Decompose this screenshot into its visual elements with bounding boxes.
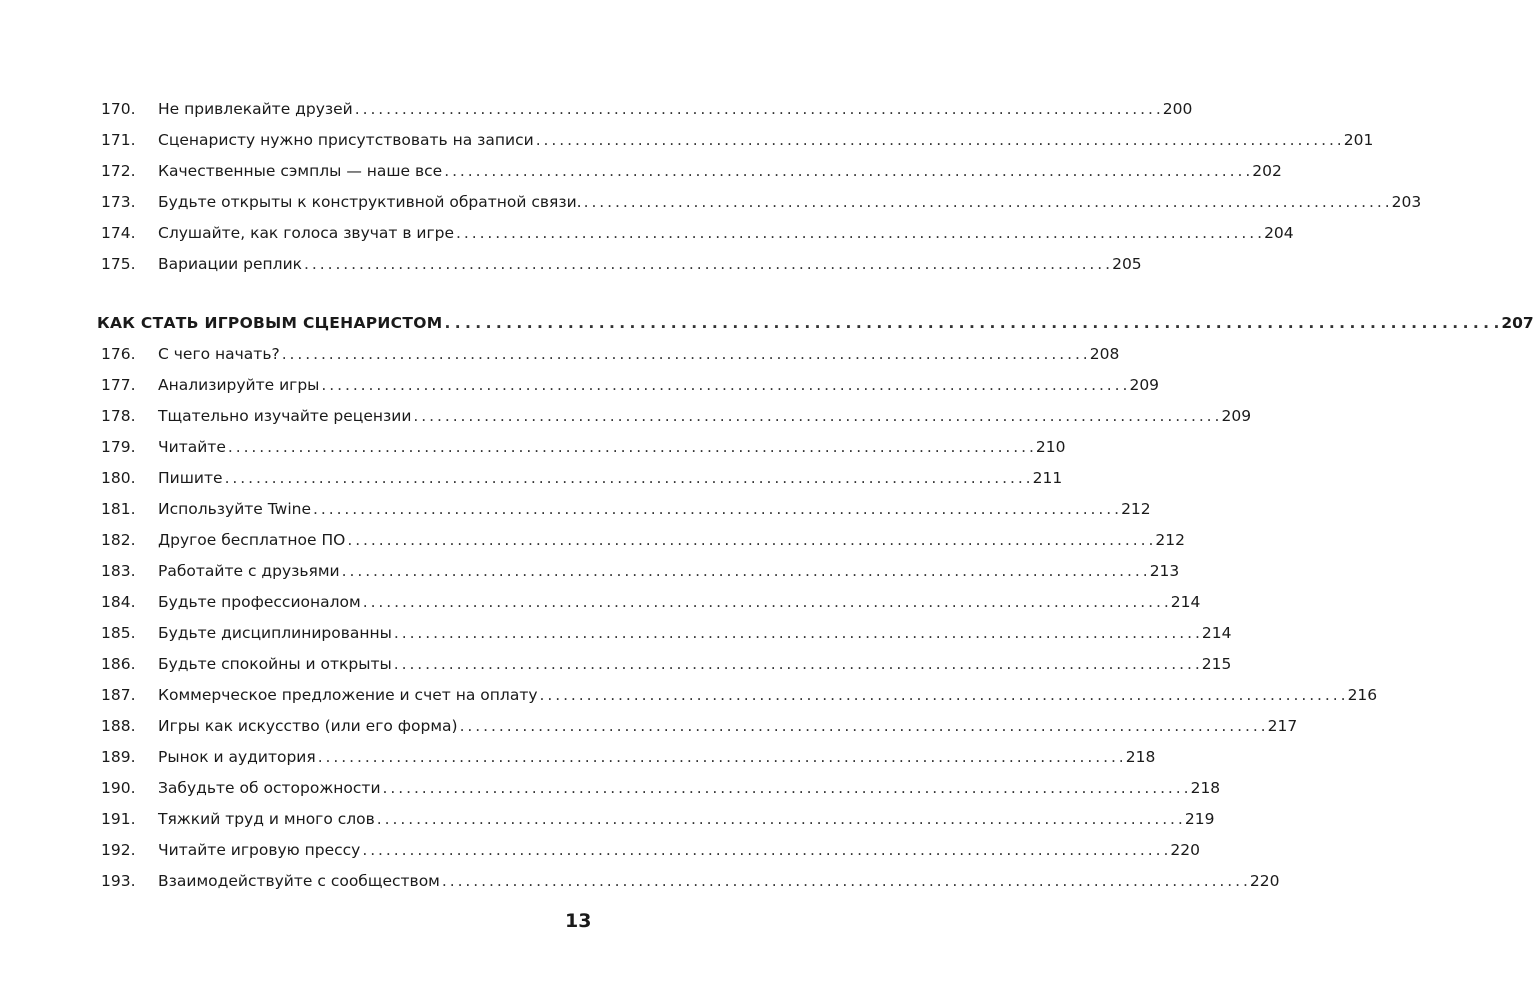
entry-page: 204	[1264, 224, 1294, 242]
dot-leader	[225, 463, 1031, 494]
toc-entry	[97, 804, 1215, 835]
table-of-contents	[97, 94, 1534, 897]
entry-title: Тяжкий труд и много слов	[158, 810, 375, 828]
entry-number: 182.	[101, 531, 136, 549]
toc-list-part2	[97, 339, 1378, 897]
entry-page: 208	[1089, 345, 1120, 363]
entry-number: 180.	[101, 469, 136, 487]
section-heading	[97, 307, 1534, 339]
entry-page: 209	[1221, 407, 1252, 425]
toc-entry	[97, 680, 1378, 711]
toc-entry	[97, 525, 1185, 556]
entry-page: 205	[1112, 255, 1142, 273]
entry-title: Работайте с друзьями	[158, 562, 340, 580]
toc-entry	[97, 711, 1298, 742]
toc-entry	[97, 249, 1142, 280]
entry-title: Не привлекайте друзей	[158, 100, 353, 118]
toc-entry	[97, 218, 1294, 249]
toc-entry	[97, 587, 1201, 618]
dot-leader	[228, 432, 1034, 463]
entry-page: 214	[1170, 593, 1201, 611]
dot-leader	[362, 835, 1168, 866]
toc-entry	[97, 494, 1151, 525]
toc-entry	[97, 94, 1193, 125]
entry-number: 181.	[101, 500, 136, 518]
toc-entry	[97, 339, 1120, 370]
dot-leader	[584, 187, 1390, 218]
entry-page: 201	[1343, 131, 1374, 149]
entry-title: Вариации реплик	[158, 255, 303, 273]
entry-number: 177.	[101, 376, 136, 394]
entry-number: 175.	[101, 255, 136, 273]
entry-number: 171.	[101, 131, 136, 149]
entry-title: Игры как искусство (или его форма)	[158, 717, 458, 735]
dot-leader	[442, 866, 1248, 897]
entry-title: Слушайте, как голоса звучат в игре	[158, 224, 455, 242]
entry-page: 212	[1121, 500, 1151, 518]
dot-leader	[282, 339, 1088, 370]
toc-entry	[97, 556, 1180, 587]
dot-leader	[444, 156, 1250, 187]
dot-leader	[363, 587, 1169, 618]
entry-title: Взаимодействуйте с сообществом	[158, 872, 440, 890]
entry-title: Сценаристу нужно присутствовать на записи	[158, 131, 534, 149]
entry-title: Будьте дисциплинированны	[158, 624, 392, 642]
entry-title: Будьте спокойны и открыты	[158, 655, 392, 673]
entry-number: 189.	[101, 748, 136, 766]
toc-entry	[97, 618, 1232, 649]
entry-title: Другое бесплатное ПО	[158, 531, 346, 549]
entry-page: 211	[1032, 469, 1063, 487]
entry-title: Используйте Twine	[158, 500, 312, 518]
dot-leader	[460, 711, 1266, 742]
toc-entry	[97, 742, 1156, 773]
entry-number: 192.	[101, 841, 136, 859]
entry-title: Читайте игровую прессу	[158, 841, 361, 859]
dot-leader	[321, 370, 1127, 401]
toc-entry	[97, 156, 1282, 187]
entry-number: 188.	[101, 717, 136, 735]
entry-title: Анализируйте игры	[158, 376, 320, 394]
dot-leader	[355, 94, 1161, 125]
entry-page: 212	[1155, 531, 1185, 549]
entry-page: 210	[1035, 438, 1066, 456]
dot-leader	[536, 125, 1342, 156]
entry-page: 220	[1170, 841, 1200, 859]
entry-number: 183.	[101, 562, 136, 580]
entry-title: Забудьте об осторожности	[158, 779, 381, 797]
entry-title: Будьте профессионалом	[158, 593, 361, 611]
entry-page: 220	[1249, 872, 1280, 890]
entry-number: 179.	[101, 438, 136, 456]
toc-entry	[97, 866, 1280, 897]
dot-leader	[456, 218, 1262, 249]
page-number: 13	[565, 910, 592, 932]
entry-page: 217	[1267, 717, 1298, 735]
entry-page: 200	[1162, 100, 1193, 118]
entry-number: 172.	[101, 162, 136, 180]
entry-page: 218	[1190, 779, 1221, 797]
entry-title: Тщательно изучайте рецензии	[158, 407, 412, 425]
toc-entry	[97, 649, 1232, 680]
dot-leader	[394, 649, 1200, 680]
entry-page: 216	[1347, 686, 1378, 704]
entry-title: Читайте	[158, 438, 226, 456]
entry-number: 193.	[101, 872, 136, 890]
entry-number: 174.	[101, 224, 136, 242]
toc-entry	[97, 125, 1374, 156]
dot-leader	[394, 618, 1200, 649]
dot-leader	[377, 804, 1183, 835]
toc-entry	[97, 187, 1422, 218]
dot-leader	[318, 742, 1124, 773]
entry-number: 178.	[101, 407, 136, 425]
dot-leader	[413, 401, 1219, 432]
entry-number: 176.	[101, 345, 136, 363]
dot-leader	[342, 556, 1148, 587]
entry-title: Коммерческое предложение и счет на оплату	[158, 686, 538, 704]
entry-page: 219	[1184, 810, 1215, 828]
entry-page: 214	[1201, 624, 1232, 642]
entry-number: 184.	[101, 593, 136, 611]
toc-entry	[97, 401, 1252, 432]
entry-title: Будьте открыты к конструктивной обратной связи.	[158, 193, 582, 211]
dot-leader	[313, 494, 1119, 525]
entry-title: С чего начать?	[158, 345, 280, 363]
entry-number: 170.	[101, 100, 136, 118]
entry-number: 173.	[101, 193, 136, 211]
entry-page: 209	[1129, 376, 1160, 394]
dot-leader	[540, 680, 1346, 711]
dot-leader	[383, 773, 1189, 804]
entry-number: 190.	[101, 779, 136, 797]
toc-list-part1	[97, 94, 1422, 280]
dot-leader	[304, 249, 1110, 280]
entry-number: 185.	[101, 624, 136, 642]
toc-entry	[97, 773, 1221, 804]
toc-entry	[97, 835, 1200, 866]
entry-page: 218	[1125, 748, 1156, 766]
section-title: КАК СТАТЬ ИГРОВЫМ СЦЕНАРИСТОМ	[97, 314, 443, 332]
entry-number: 187.	[101, 686, 136, 704]
dot-leader	[347, 525, 1153, 556]
entry-title: Рынок и аудитория	[158, 748, 316, 766]
entry-title: Пишите	[158, 469, 223, 487]
dot-leader	[444, 307, 1499, 339]
toc-entry	[97, 370, 1160, 401]
toc-entry	[97, 463, 1063, 494]
entry-page: 203	[1391, 193, 1422, 211]
entry-page: 202	[1252, 162, 1282, 180]
entry-page: 213	[1149, 562, 1180, 580]
entry-number: 191.	[101, 810, 136, 828]
entry-title: Качественные сэмплы — наше все	[158, 162, 443, 180]
entry-number: 186.	[101, 655, 136, 673]
entry-page: 215	[1201, 655, 1232, 673]
section-page: 207	[1501, 314, 1534, 332]
toc-entry	[97, 432, 1066, 463]
